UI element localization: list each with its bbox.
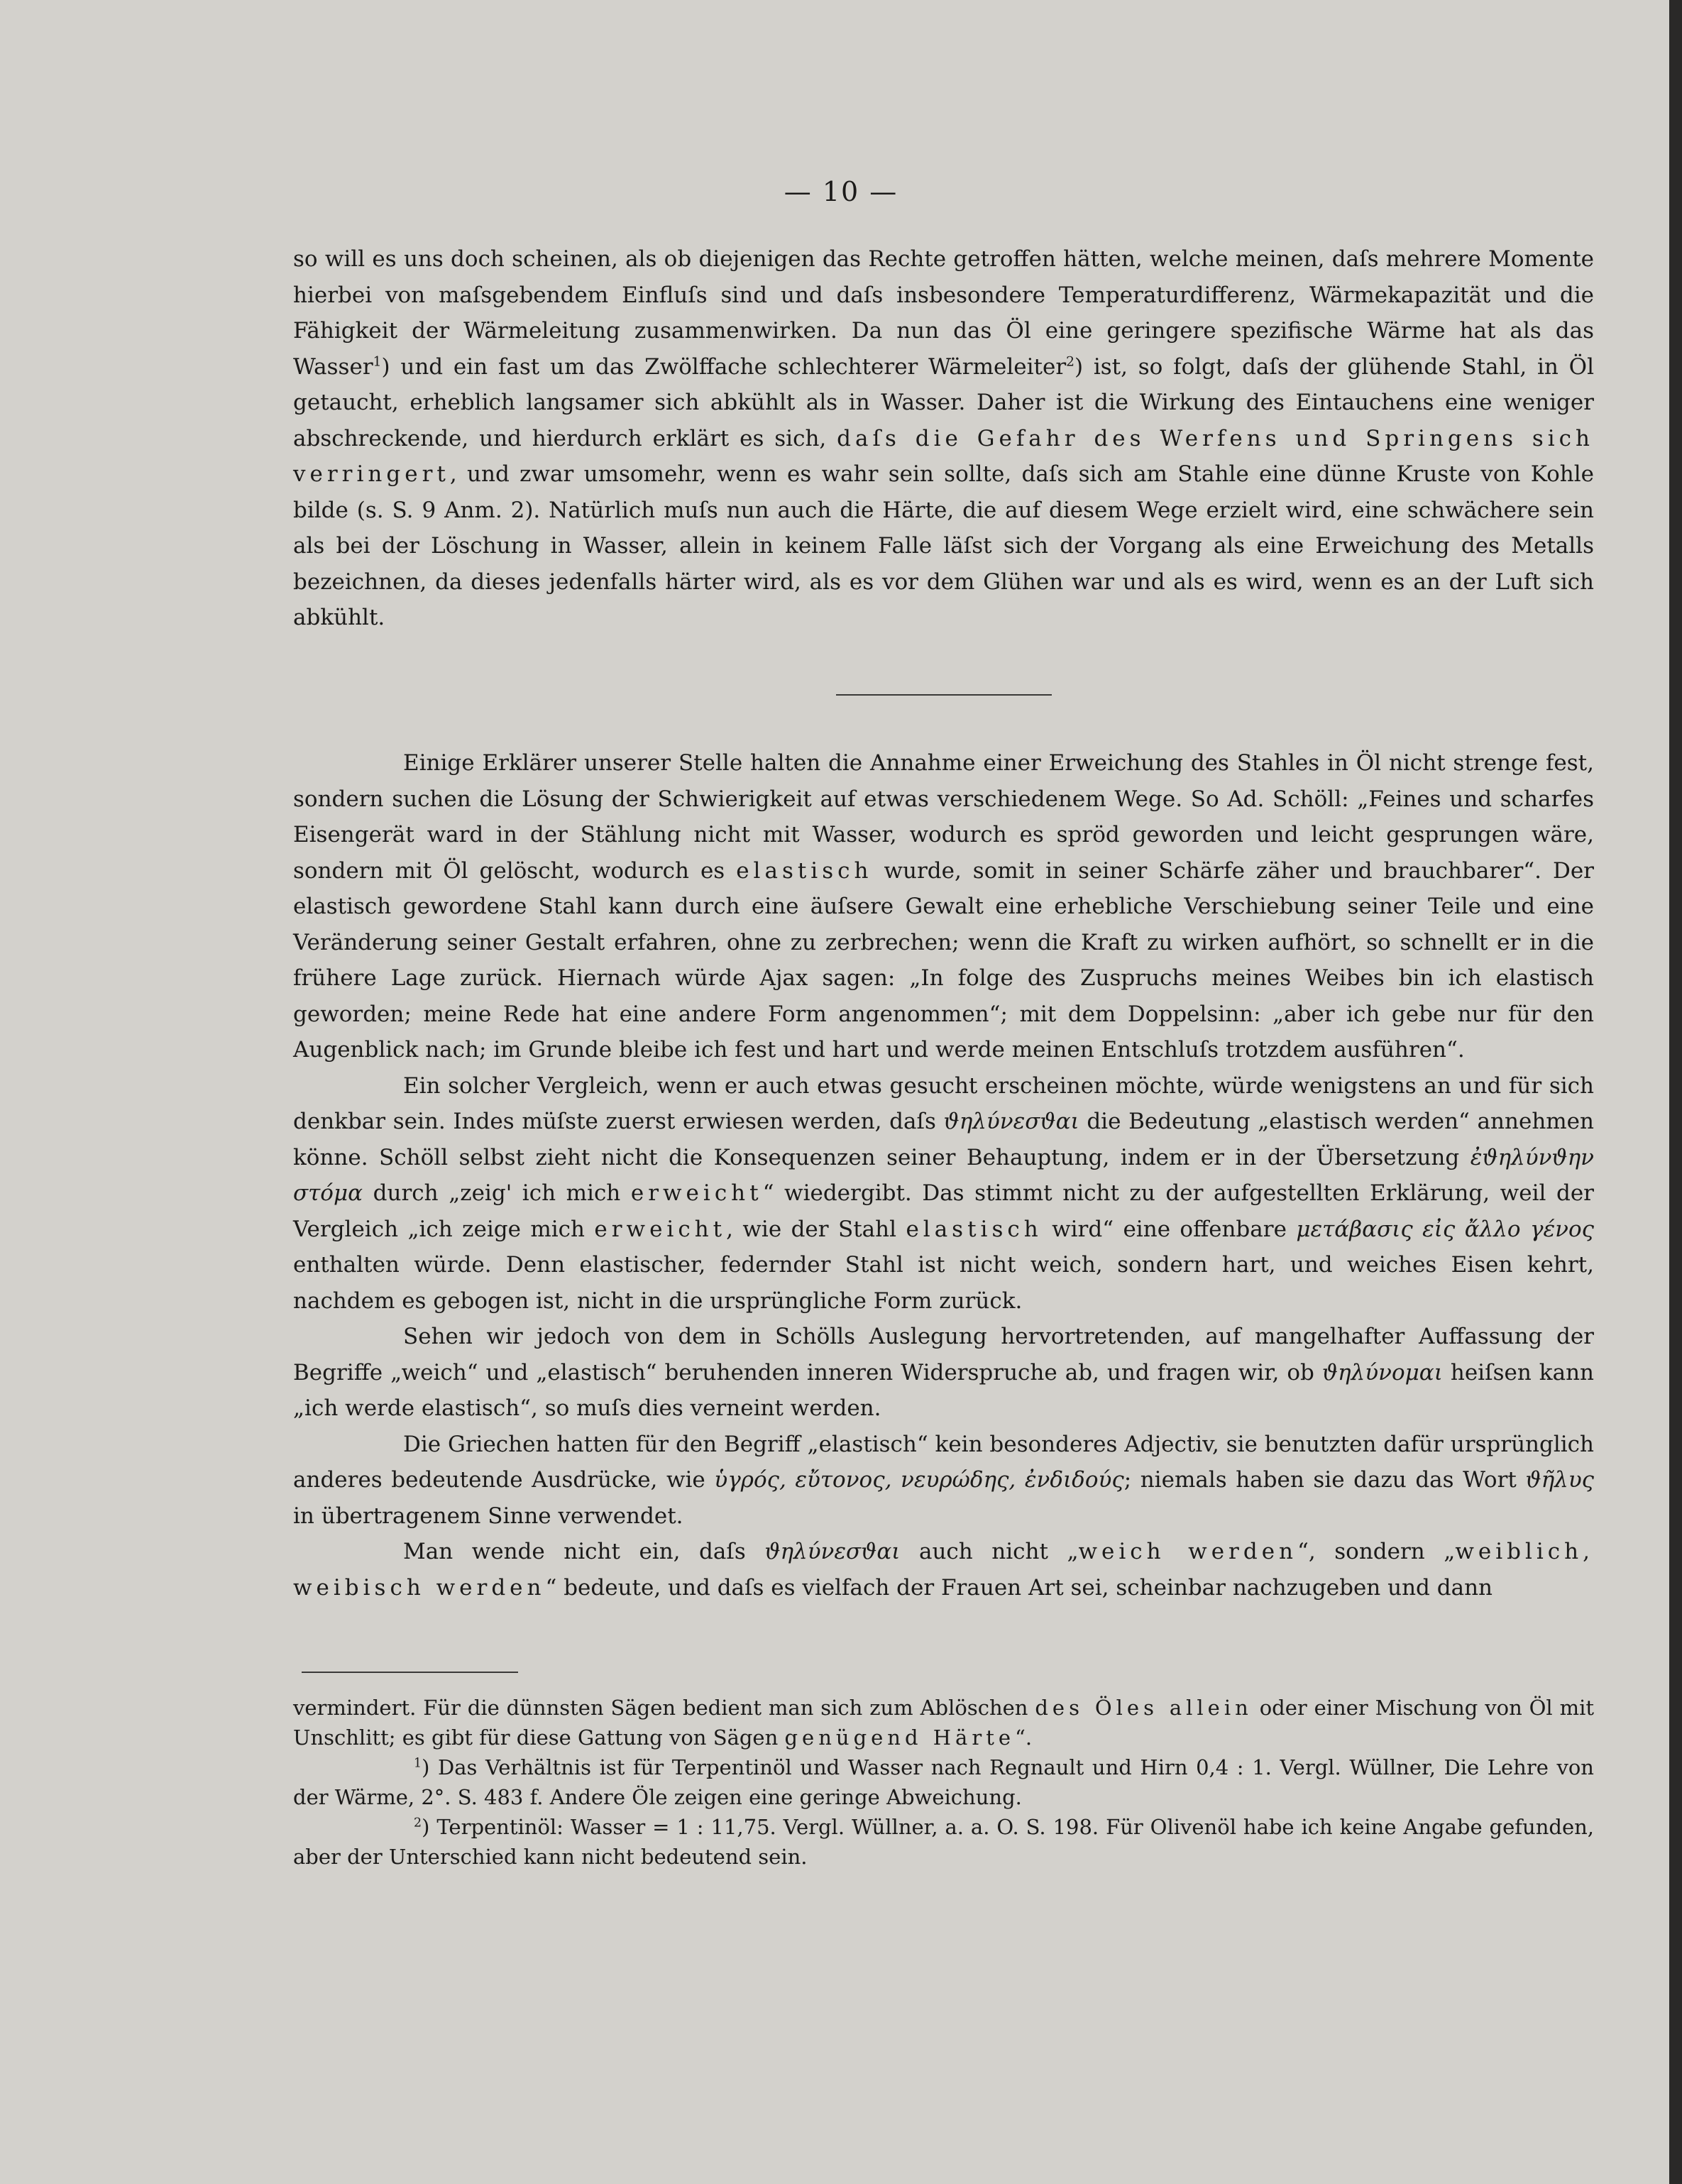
text-run: durch „zeig' ich mich xyxy=(373,1180,621,1206)
spaced-emphasis: genügend Härte xyxy=(784,1725,1016,1750)
footnote-text: ) Das Verhältnis ist für Terpentinöl und Wasser nach Regnault und Hirn 0,4 : 1. Vergl. Wüllner, Die Lehre von der Wärme, 2°. S. 483 f. Andere Öle zeigen eine geringe Abweichung. xyxy=(293,1755,1594,1809)
footnote-text: ) Terpentinöl: Wasser = 1 : 11,75. Vergl. Wüllner, a. a. O. S. 198. Für Olivenöl habe ich keine Angabe gefunden, aber der Unterschied kann nicht bedeutend sein. xyxy=(293,1815,1594,1869)
text-run: “. xyxy=(1015,1725,1033,1750)
text-run: , wie der Stahl xyxy=(726,1216,897,1242)
greek-term: μετάβασις εἰς ἄλλο γένος xyxy=(1296,1216,1595,1242)
text-run: “ bedeute, und daſs es vielfach der Frauen Art sei, scheinbar nachzugeben und dann xyxy=(545,1574,1493,1601)
text-run: ) und ein fast um das Zwölffache schlechterer Wärmeleiter xyxy=(381,353,1067,380)
paragraph-2 xyxy=(293,1068,1594,1319)
spaced-emphasis: erweicht xyxy=(594,1216,727,1242)
lower-section xyxy=(293,745,1594,1606)
text-run: Man wende nicht ein, daſs xyxy=(403,1539,746,1564)
text-run: Einige Erklärer unserer Stelle halten die Annahme einer Erweichung des Stahles in Öl nicht strenge fest, sondern suchen die Lösung der Schwierigkeit auf etwas verschiedenem Wege. So Ad. Schöll: „Feines und scharfes Eisengerät ward in der Stählung nicht mit Wasser, wodurch es spröd geworden und leicht gesprungen wäre, sondern mit Öl gelöscht, wodurch es xyxy=(293,750,1594,884)
text-run: Ein solcher Vergleich, wenn er auch etwas gesucht erscheinen möchte, würde wenigstens an und für sich denkbar sein. Indes müſste zuerst erwiesen werden, daſs xyxy=(293,1072,1594,1134)
greek-term: ϑηλύνεσϑαι xyxy=(943,1109,1079,1134)
spaced-emphasis: erweicht xyxy=(630,1180,763,1206)
paragraph-1 xyxy=(293,745,1594,1068)
spaced-emphasis: des Öles allein xyxy=(1035,1696,1253,1720)
text-run: “, sondern „ xyxy=(1297,1539,1456,1564)
text-run: “ wiedergibt. Das stimmt nicht zu der aufgestellten Erklärung, weil der Vergleich „ich zeige mich xyxy=(293,1180,1594,1242)
text-run: enthalten würde. Denn elastischer, federnder Stahl ist nicht weich, sondern hart, und weiches Eisen kehrt, nachdem es gebogen ist, nicht in die ursprüngliche Form zurück. xyxy=(293,1252,1594,1314)
footnote-continuation xyxy=(293,1693,1594,1752)
spaced-emphasis: weich werden xyxy=(1078,1539,1298,1564)
paragraph-5 xyxy=(293,1534,1594,1606)
text-run: vermindert. Für die dünnsten Sägen bedient man sich zum Ablöschen xyxy=(293,1696,1028,1720)
paragraph-continuation xyxy=(293,241,1594,636)
paragraph-3 xyxy=(293,1319,1594,1427)
spaced-emphasis: weiblich, weibisch werden xyxy=(293,1539,1594,1601)
spaced-emphasis: daſs die Gefahr des Werfens und Springens sich verringert xyxy=(293,425,1595,487)
footnotes-section xyxy=(293,1693,1594,1872)
text-run: Sehen wir jedoch von dem in Schölls Auslegung hervortretenden, auf mangelhafter Auffassung der Begriffe „weich“ und „elastisch“ beruhenden inneren Widerspruche ab, und fragen wir, ob xyxy=(293,1324,1594,1385)
page-edge-shadow xyxy=(1669,0,1682,2184)
text-run: Die Griechen hatten für den Begriff „elastisch“ kein besonderes Adjectiv, sie benutzten dafür ursprünglich anderes bedeutende Ausdrücke, wie xyxy=(293,1431,1595,1493)
section-divider xyxy=(836,694,1052,696)
spaced-emphasis: elastisch xyxy=(906,1216,1043,1242)
text-run: heiſsen kann „ich werde elastisch“, so muſs dies verneint werden. xyxy=(293,1359,1594,1421)
text-run: ; niemals haben sie dazu das Wort xyxy=(1123,1467,1517,1493)
page-number: — 10 — xyxy=(784,176,898,207)
footnote-divider xyxy=(302,1672,518,1673)
text-run: auch nicht „ xyxy=(918,1539,1079,1564)
greek-term: ὑγρός, εὔτονος, νευρώδης, ἐνδιδούς xyxy=(714,1467,1124,1493)
text-run: ) ist, so folgt, daſs der glühende Stahl, in Öl getaucht, erheblich langsamer sich abkühlt als in Wasser. Daher ist die Wirkung des Eintauchens eine weniger abschreckende, und hierdurch erklärt es sich, xyxy=(293,353,1594,451)
footnote-2 xyxy=(293,1812,1594,1872)
text-run: wurde, somit in seiner Schärfe zäher und brauchbarer“. Der elastisch gewordene Stahl kann durch eine äuſsere Gewalt eine erhebliche Verschiebung seiner Teile und eine Veränderung seiner Gestalt erfahren, ohne zu zerbrechen; wenn die Kraft zu wirken aufhört, so schnellt er in die frühere Lage zurück. Hiernach würde Ajax sagen: „In folge des Zuspruchs meines Weibes bin ich elastisch geworden; meine Rede hat eine andere Form angenommen“; mit dem Doppelsinn: „aber ich gebe nur für den Augenblick nach; im Grunde bleibe ich fest und hart und werde meinen Entschluſs trotzdem ausführen“. xyxy=(293,857,1595,1063)
text-run: wird“ eine offenbare xyxy=(1052,1216,1287,1242)
text-run: oder einer Mischung von Öl mit Unschlitt; es gibt für diese Gattung von Sägen xyxy=(293,1696,1595,1750)
text-run: in übertragenem Sinne verwendet. xyxy=(293,1503,683,1529)
footnote-ref-1[interactable]: 1 xyxy=(373,354,382,370)
footnote-label-1: 1 xyxy=(414,1756,422,1771)
upper-section xyxy=(293,241,1594,636)
footnote-label-2: 2 xyxy=(414,1816,422,1831)
text-run: , und zwar umsomehr, wenn es wahr sein sollte, daſs sich am Stahle eine dünne Kruste von Kohle bilde (s. S. 9 Anm. 2). Natürlich muſs nun auch die Härte, die auf diesem Wege erzielt wird, eine schwächere sein als bei der Löschung in Wasser, allein in keinem Falle läſst sich der Vorgang als eine Erweichung des Metalls bezeichnen, da dieses jedenfalls härter wird, als es vor dem Glühen war und als es wird, wenn es an der Luft sich abkühlt. xyxy=(293,461,1594,630)
text-run: die Bedeutung „elastisch werden“ annehmen könne. Schöll selbst zieht nicht die Konsequenzen seiner Behauptung, indem er in der Übersetzung xyxy=(293,1109,1594,1170)
greek-term: ϑηλύνεσϑαι xyxy=(764,1539,901,1564)
greek-term: ϑῆλυς xyxy=(1525,1467,1595,1493)
paragraph-4 xyxy=(293,1427,1594,1535)
footnote-ref-2[interactable]: 2 xyxy=(1066,354,1074,370)
footnote-1 xyxy=(293,1752,1594,1812)
text-run: so will es uns doch scheinen, als ob diejenigen das Rechte getroffen hätten, welche meinen, daſs mehrere Momente hierbei von maſsgebendem Einfluſs sind und daſs insbesondere Temperaturdifferenz, Wärmekapazität und die Fähigkeit der Wärmeleitung zusammenwirken. Da nun das Öl eine geringere spezifische Wärme hat als das Wasser xyxy=(293,246,1594,380)
spaced-emphasis: elastisch xyxy=(736,857,873,884)
greek-term: ἐϑηλύνϑην στόμα xyxy=(293,1144,1594,1206)
greek-term: ϑηλύνομαι xyxy=(1321,1359,1443,1385)
